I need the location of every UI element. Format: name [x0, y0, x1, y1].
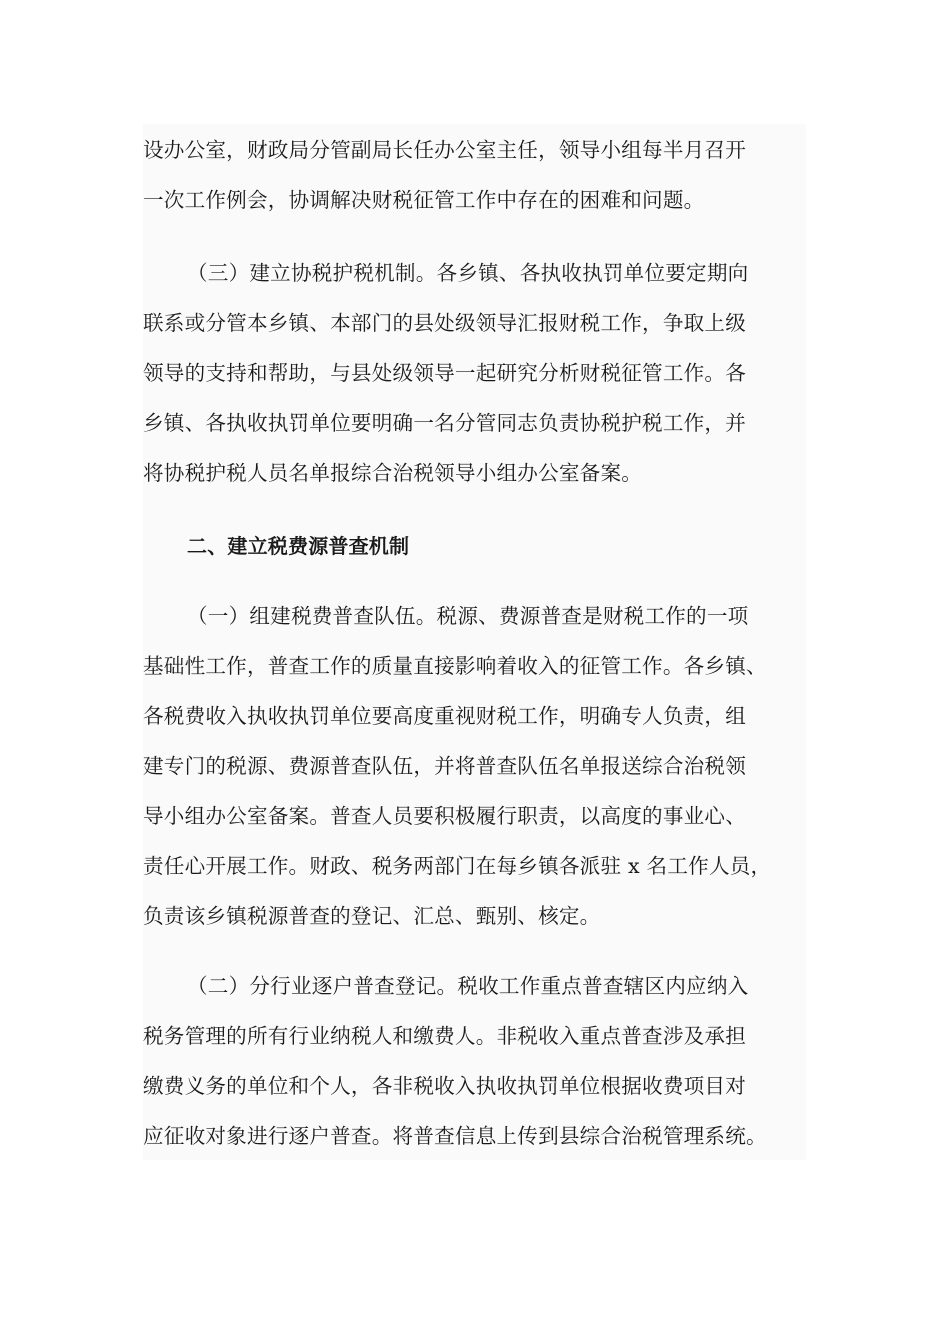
para-intro-line-2: 一次工作例会，协调解决财税征管工作中存在的困难和问题。 — [143, 188, 705, 212]
para-2-2-line-1: （二）分行业逐户普查登记。税收工作重点普查辖区内应纳入 — [187, 974, 749, 998]
para-2-2-line-4: 应征收对象进行逐户普查。将普查信息上传到县综合治税管理系统。 — [143, 1124, 767, 1148]
para-2-2-line-2: 税务管理的所有行业纳税人和缴费人。非税收入重点普查涉及承担 — [143, 1024, 747, 1048]
para-3-line-3: 领导的支持和帮助，与县处级领导一起研究分析财税征管工作。各 — [143, 361, 747, 385]
document-body — [143, 124, 806, 1160]
para-2-1-line-6: 责任心开展工作。财政、税务两部门在每乡镇各派驻 x 名工作人员， — [143, 854, 772, 878]
para-3-line-4: 乡镇、各执收执罚单位要明确一名分管同志负责协税护税工作，并 — [143, 411, 747, 435]
para-2-1-line-7: 负责该乡镇税源普查的登记、汇总、甄别、核定。 — [143, 904, 601, 928]
para-3-line-2: 联系或分管本乡镇、本部门的县处级领导汇报财税工作，争取上级 — [143, 311, 747, 335]
para-2-1-line-1: （一）组建税费普查队伍。税源、费源普查是财税工作的一项 — [187, 604, 749, 628]
para-2-1-line-3: 各税费收入执收执罚单位要高度重视财税工作，明确专人负责，组 — [143, 704, 747, 728]
para-2-2-line-3: 缴费义务的单位和个人，各非税收入执收执罚单位根据收费项目对 — [143, 1074, 747, 1098]
para-intro-line-1: 设办公室，财政局分管副局长任办公室主任，领导小组每半月召开 — [143, 138, 747, 162]
para-2-1-line-2: 基础性工作，普查工作的质量直接影响着收入的征管工作。各乡镇、 — [143, 654, 767, 678]
para-2-1-line-5: 导小组办公室备案。普查人员要积极履行职责，以高度的事业心、 — [143, 804, 747, 828]
para-3-line-5: 将协税护税人员名单报综合治税领导小组办公室备案。 — [143, 461, 643, 485]
section-2-heading: 二、建立税费源普查机制 — [187, 534, 410, 558]
para-3-line-1: （三）建立协税护税机制。各乡镇、各执收执罚单位要定期向 — [187, 261, 749, 285]
para-2-1-line-4: 建专门的税源、费源普查队伍，并将普查队伍名单报送综合治税领 — [143, 754, 747, 778]
